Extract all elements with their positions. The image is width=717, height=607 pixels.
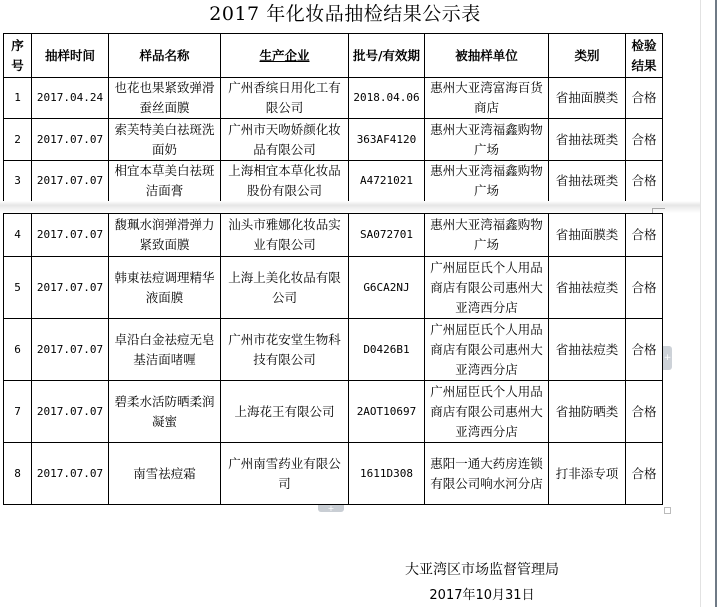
cell-date: 2017.07.07 [32,381,109,443]
cell-name: 南雪祛痘霜 [109,443,221,505]
cell-batch: 1611D308 [349,443,425,505]
cell-batch: G6CA2NJ [349,257,425,319]
cell-batch: 363AF4120 [349,119,425,161]
table-row [4,78,663,119]
document-title: 2017 年化妆品抽检结果公示表 [209,3,481,25]
cell-batch: SA072701 [349,214,425,257]
header-sample-date: 抽样时间 [32,34,109,78]
table-row [4,381,663,443]
cell-batch: 2AOT10697 [349,381,425,443]
table-row [4,214,663,257]
cell-batch: D0426B1 [349,319,425,381]
table-row [4,119,663,161]
cell-category: 省抽祛斑类 [549,119,626,161]
cell-unit: 广州屈臣氏个人用品商店有限公司惠州大亚湾西分店 [425,319,549,381]
table-insert-row-handle[interactable]: + [318,505,344,512]
cell-seq: 2 [4,119,32,161]
header-result: 检验结果 [626,34,663,78]
cell-name: 相宜本草美白祛斑洁面膏 [109,161,221,202]
cell-result: 合格 [626,319,663,381]
results-table-page-2 [3,213,663,505]
cell-category: 省抽面膜类 [549,214,626,257]
cell-unit: 广州屈臣氏个人用品商店有限公司惠州大亚湾西分店 [425,381,549,443]
signature-organization: 大亚湾区市场监督管理局 [405,562,559,578]
table-resize-handle[interactable] [664,507,671,514]
cell-seq: 1 [4,78,32,119]
cell-unit: 惠阳一通大药房连锁有限公司响水河分店 [425,443,549,505]
cell-name: 索芙特美白祛斑洗面奶 [109,119,221,161]
header-category: 类别 [549,34,626,78]
cell-manufacturer: 上海相宜本草化妆品股份有限公司 [221,161,349,202]
cell-seq: 7 [4,381,32,443]
cell-seq: 8 [4,443,32,505]
cell-name: 也花也果紧致弹滑蚕丝面膜 [109,78,221,119]
table-row [4,443,663,505]
cell-name: 韩東祛痘调理精华液面膜 [109,257,221,319]
table-row [4,161,663,202]
header-sample-name: 样品名称 [109,34,221,78]
cell-category: 省抽祛痘类 [549,319,626,381]
cell-manufacturer: 广州市花安堂生物科技有限公司 [221,319,349,381]
cell-manufacturer: 广州南雪药业有限公司 [221,443,349,505]
header-seq: 序号 [4,34,32,78]
cell-manufacturer: 上海上美化妆品有限公司 [221,257,349,319]
cell-unit: 惠州大亚湾福鑫购物广场 [425,214,549,257]
header-sampled-unit: 被抽样单位 [425,34,549,78]
table-row [4,257,663,319]
cell-unit: 广州屈臣氏个人用品商店有限公司惠州大亚湾西分店 [425,257,549,319]
cell-result: 合格 [626,257,663,319]
cell-batch: A4721021 [349,161,425,202]
cell-seq: 4 [4,214,32,257]
cell-category: 省抽祛痘类 [549,257,626,319]
cell-result: 合格 [626,119,663,161]
cell-category: 打非添专项 [549,443,626,505]
cell-date: 2017.04.24 [32,78,109,119]
table-header-row [4,34,663,78]
cell-name: 碧柔水活防晒柔润凝蜜 [109,381,221,443]
cell-manufacturer: 广州市天吻娇颜化妆品有限公司 [221,119,349,161]
cell-category: 省抽祛斑类 [549,161,626,202]
cell-date: 2017.07.07 [32,214,109,257]
cell-date: 2017.07.07 [32,443,109,505]
results-table-page-1 [3,33,663,202]
cell-name: 馥珮水润弹滑弹力紧致面膜 [109,214,221,257]
cell-manufacturer: 上海花王有限公司 [221,381,349,443]
cell-manufacturer: 汕头市雅娜化妆品实业有限公司 [221,214,349,257]
cell-seq: 3 [4,161,32,202]
cell-result: 合格 [626,214,663,257]
cell-date: 2017.07.07 [32,319,109,381]
cell-date: 2017.07.07 [32,119,109,161]
cell-date: 2017.07.07 [32,257,109,319]
header-batch: 批号/有效期 [349,34,425,78]
cell-category: 省抽面膜类 [549,78,626,119]
cell-result: 合格 [626,161,663,202]
cell-result: 合格 [626,381,663,443]
cell-seq: 5 [4,257,32,319]
cell-batch: 2018.04.06 [349,78,425,119]
cell-name: 卓沿白金祛痘无皂基洁面啫喱 [109,319,221,381]
page-break-separator [0,201,717,213]
cell-unit: 惠州大亚湾福鑫购物广场 [425,161,549,202]
cell-unit: 惠州大亚湾富海百货商店 [425,78,549,119]
signature-date: 2017年10月31日 [429,588,535,603]
cell-unit: 惠州大亚湾福鑫购物广场 [425,119,549,161]
table-row [4,319,663,381]
header-manufacturer: 生产企业 [221,34,349,78]
cell-category: 省抽防晒类 [549,381,626,443]
cell-result: 合格 [626,443,663,505]
cell-date: 2017.07.07 [32,161,109,202]
cell-result: 合格 [626,78,663,119]
table-insert-column-handle[interactable]: + [663,346,672,370]
cell-manufacturer: 广州香缤日用化工有限公司 [221,78,349,119]
cell-seq: 6 [4,319,32,381]
